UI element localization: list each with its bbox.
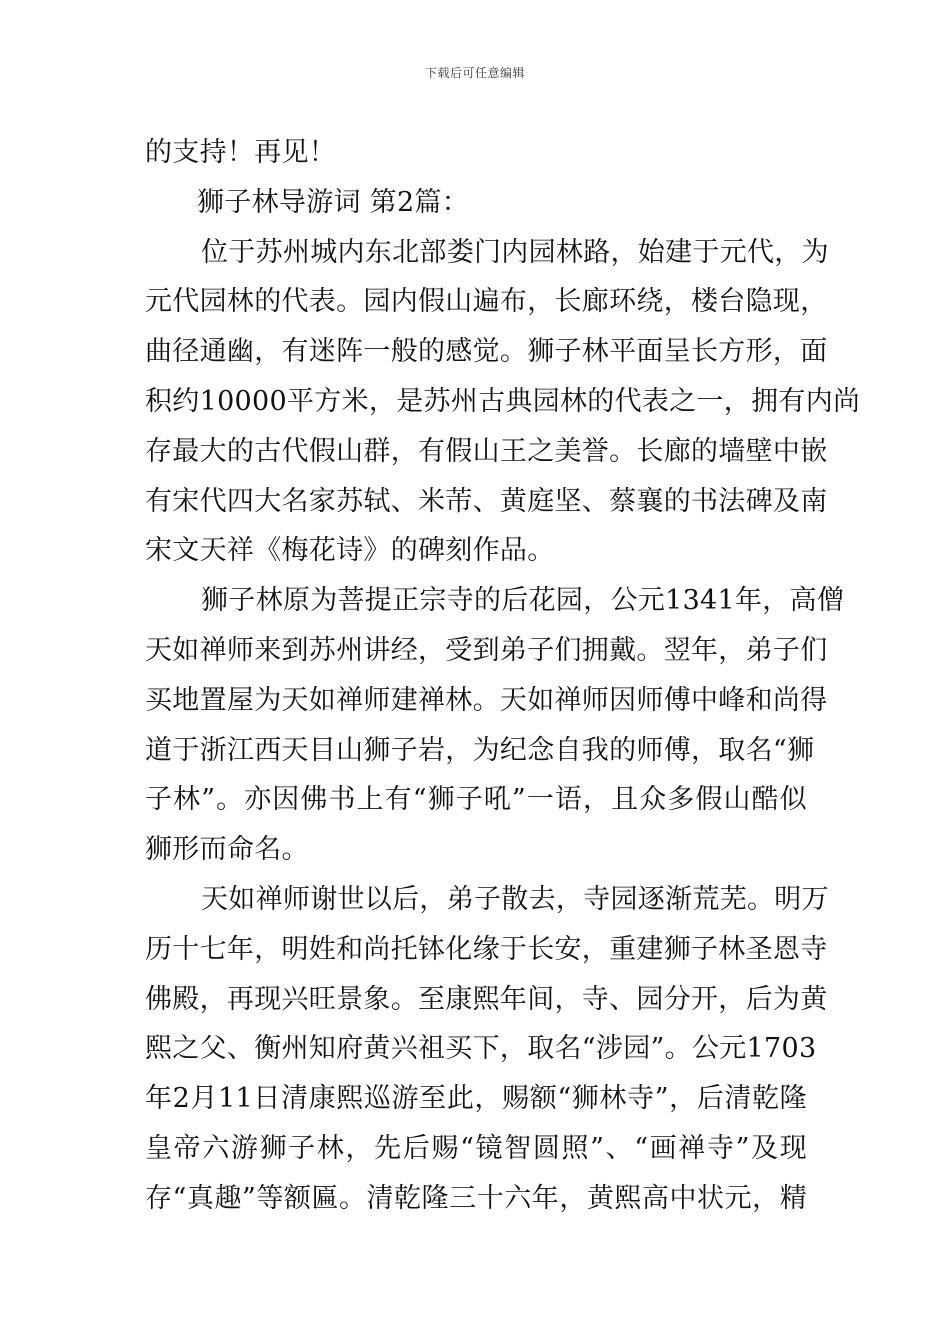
text-line: 积约10000平方米，是苏州古典园林的代表之一，拥有内尚 [145, 385, 861, 417]
text-line: 皇帝六游狮子林，先后赐“镜智圆照”、“画禅寺”及现 [145, 1132, 807, 1164]
text-line: 买地置屋为天如禅师建禅林。天如禅师因师傅中峰和尚得 [145, 684, 828, 716]
document-body [145, 128, 861, 1224]
text-line: 有宋代四大名家苏轼、米芾、黄庭坚、蔡襄的书法碑及南 [145, 485, 828, 517]
text-line: 年2月11日清康熙巡游至此，赐额“狮林寺”，后清乾隆 [145, 1083, 807, 1115]
text-line: 狮形而命名。 [145, 834, 309, 866]
page-header: 下载后可任意编辑 [424, 66, 525, 80]
text-line: 佛殿，再现兴旺景象。至康熙年间，寺、园分开，后为黄 [145, 983, 828, 1015]
text-line: 元代园林的代表。园内假山遍布，长廊环绕，楼台隐现， [145, 286, 828, 318]
section-heading: 狮子林导游词 第2篇： [197, 186, 470, 218]
text-line: 曲径通幽，有迷阵一般的感觉。狮子林平面呈长方形，面 [145, 336, 828, 368]
text-line: 的支持！再见！ [145, 137, 337, 168]
text-line: 宋文天祥《梅花诗》的碑刻作品。 [145, 535, 555, 567]
text-line: 狮子林原为菩提正宗寺的后花园，公元1341年，高僧 [201, 585, 845, 617]
text-line: 天如禅师来到苏州讲经，受到弟子们拥戴。翌年，弟子们 [145, 634, 828, 666]
text-line: 位于苏州城内东北部娄门内园林路，始建于元代，为 [201, 236, 829, 268]
text-line: 存最大的古代假山群，有假山王之美誉。长廊的墙壁中嵌 [145, 435, 828, 467]
text-line: 存“真趣”等额匾。清乾隆三十六年，黄熙高中状元，精 [145, 1182, 807, 1214]
text-line: 熙之父、衡州知府黄兴祖买下，取名“涉园”。公元1703 [145, 1033, 817, 1065]
text-line: 道于浙江西天目山狮子岩，为纪念自我的师傅，取名“狮 [145, 734, 815, 766]
text-line: 天如禅师谢世以后，弟子散去，寺园逐渐荒芜。明万 [201, 883, 829, 915]
text-line: 子林”。亦因佛书上有“狮子吼”一语，且众多假山酷似 [145, 784, 807, 816]
text-line: 历十七年，明姓和尚托钵化缘于长安，重建狮子林圣恩寺 [145, 933, 828, 965]
